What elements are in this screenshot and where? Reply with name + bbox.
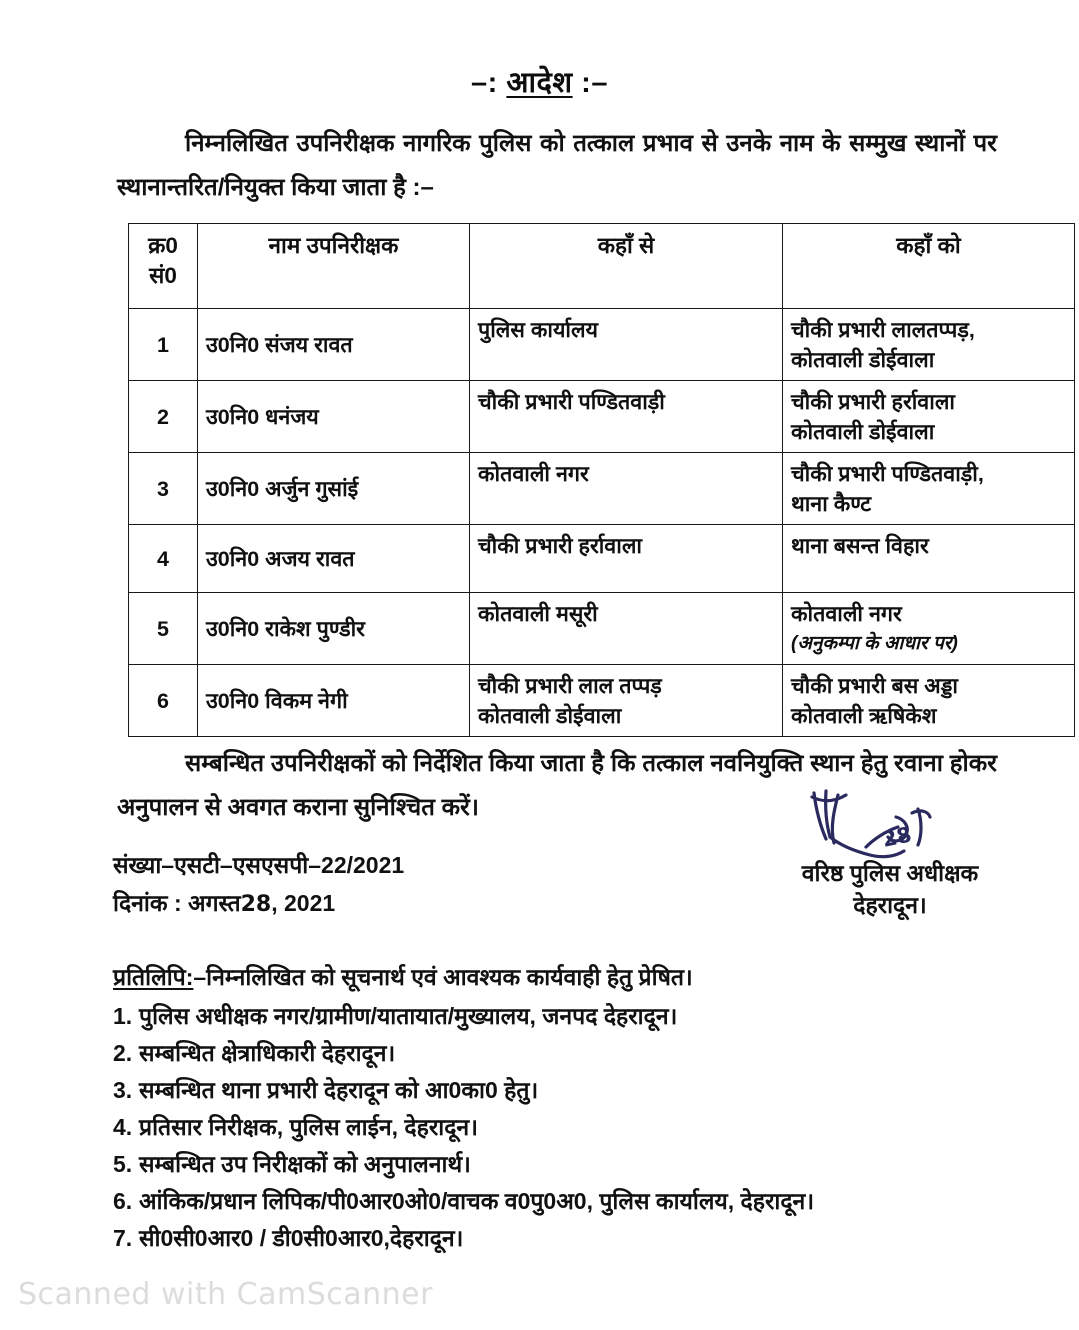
list-item-text: पुलिस अधीक्षक नगर/ग्रामीण/यातायात/मुख्यालय, जनपद देहरादून। <box>139 1003 678 1029</box>
table-row <box>129 593 1075 665</box>
list-item-text: सम्बन्धित थाना प्रभारी देहरादून को आ0का0 हेतु। <box>139 1077 539 1103</box>
list-item <box>113 1146 1013 1183</box>
cell-from-posting: चौकी प्रभारी हर्रावाला <box>470 525 783 593</box>
table-row <box>129 309 1075 381</box>
transfer-table-wrapper <box>128 223 1006 737</box>
list-item <box>113 1220 1013 1257</box>
list-item <box>113 998 1013 1035</box>
signatory-place: देहरादून। <box>853 892 927 918</box>
list-item-text: प्रतिसार निरीक्षक, पुलिस लाईन, देहरादून। <box>139 1114 478 1140</box>
date-rest: , 2021 <box>271 890 336 916</box>
post-table-paragraph: सम्बन्धित उपनिरीक्षकों को निर्देशित किया जाता है कि तत्काल नवनियुक्ति स्थान हेतु रवाना होकर अनुपालन से अवगत कराना सुनिश्चित करें। <box>117 750 997 821</box>
column-header-serial <box>129 224 198 309</box>
intro-paragraph: निम्नलिखित उपनिरीक्षक नागरिक पुलिस को तत्काल प्रभाव से उनके नाम के सम्मुख स्थानों पर स्थानान्तरित/नियुक्त किया जाता है :– <box>117 130 997 201</box>
list-item-number: 3. <box>113 1077 133 1103</box>
copy-to-section <box>113 958 1013 1257</box>
serial-header-line2: सं0 <box>149 263 177 288</box>
table-row <box>129 381 1075 453</box>
signature-date-mark: 28 <box>880 822 914 852</box>
title-word: आदेश <box>506 67 573 99</box>
document-title-row <box>0 62 1079 101</box>
reference-number: संख्या–एसटी–एसएसपी–22/2021 <box>113 852 405 878</box>
cell-serial: 2 <box>129 381 198 453</box>
table-body <box>129 309 1075 737</box>
copy-to-list <box>113 998 1013 1257</box>
copy-to-heading-rest: –निम्नलिखित को सूचनार्थ एवं आवश्यक कार्यवाही हेतु प्रेषित। <box>193 964 693 990</box>
table-row <box>129 525 1075 593</box>
cell-from-posting: कोतवाली मसूरी <box>470 593 783 665</box>
list-item-number: 4. <box>113 1114 133 1140</box>
list-item-number: 6. <box>113 1188 133 1214</box>
reference-date <box>113 884 404 924</box>
list-item-number: 1. <box>113 1003 133 1029</box>
list-item-text: सम्बन्धित क्षेत्राधिकारी देहरादून। <box>139 1040 396 1066</box>
page-title <box>471 62 608 101</box>
title-prefix: –: <box>471 67 507 99</box>
signatory-designation: वरिष्ठ पुलिस अधीक्षक <box>801 860 979 886</box>
cell-to-posting: कोतवाली नगर (अनुकम्पा के आधार पर) <box>783 593 1075 665</box>
copy-to-heading <box>113 958 1013 996</box>
cell-officer-name: उ0नि0 संजय रावत <box>198 309 470 381</box>
list-item-text: सम्बन्धित उप निरीक्षकों को अनुपालनार्थ। <box>139 1151 471 1177</box>
list-item-number: 5. <box>113 1151 133 1177</box>
camscanner-watermark: Scanned with CamScanner <box>18 1277 433 1312</box>
cell-officer-name: उ0नि0 धनंजय <box>198 381 470 453</box>
title-suffix: :– <box>572 67 608 99</box>
cell-officer-name: उ0नि0 अजय रावत <box>198 525 470 593</box>
cell-serial: 6 <box>129 665 198 737</box>
table-row <box>129 665 1075 737</box>
cell-to-posting: चौकी प्रभारी लालतप्पड़, कोतवाली डोईवाला <box>783 309 1075 381</box>
cell-to-posting: थाना बसन्त विहार <box>783 525 1075 593</box>
cell-serial: 3 <box>129 453 198 525</box>
list-item <box>113 1109 1013 1146</box>
cell-serial: 5 <box>129 593 198 665</box>
list-item <box>113 1035 1013 1072</box>
date-label: दिनांक : अगस्त <box>113 890 241 916</box>
cell-officer-name: उ0नि0 अर्जुन गुसांई <box>198 453 470 525</box>
cell-from-posting: पुलिस कार्यालय <box>470 309 783 381</box>
list-item <box>113 1072 1013 1109</box>
table-header <box>129 224 1075 309</box>
list-item-number: 2. <box>113 1040 133 1066</box>
cell-from-posting: चौकी प्रभारी पण्डितवाड़ी <box>470 381 783 453</box>
copy-to-heading-label: प्रतिलिपि: <box>113 964 194 990</box>
signature-mark <box>760 795 1020 857</box>
serial-header-line1: क्र0 <box>148 233 178 258</box>
cell-to-posting: चौकी प्रभारी हर्रावाला कोतवाली डोईवाला <box>783 381 1075 453</box>
cell-serial: 1 <box>129 309 198 381</box>
table-row <box>129 453 1075 525</box>
list-item-text: आंकिक/प्रधान लिपिक/पी0आर0ओ0/वाचक व0पु0अ0, पुलिस कार्यालय, देहरादून। <box>139 1188 815 1214</box>
signature-block <box>760 795 1020 921</box>
cell-to-posting: चौकी प्रभारी बस अड्डा कोतवाली ऋषिकेश <box>783 665 1075 737</box>
column-header-to: कहाँ को <box>783 224 1075 309</box>
cell-note: (अनुकम्पा के आधार पर) <box>791 633 958 654</box>
list-item <box>113 1183 1013 1220</box>
column-header-from: कहाँ से <box>470 224 783 309</box>
cell-serial: 4 <box>129 525 198 593</box>
column-header-name: नाम उपनिरीक्षक <box>198 224 470 309</box>
cell-from-posting: चौकी प्रभारी लाल तप्पड़ कोतवाली डोईवाला <box>470 665 783 737</box>
reference-block <box>113 846 404 924</box>
table-header-row <box>129 224 1075 309</box>
cell-to-posting: चौकी प्रभारी पण्डितवाड़ी, थाना कैण्ट <box>783 453 1075 525</box>
cell-officer-name: उ0नि0 विकम नेगी <box>198 665 470 737</box>
cell-from-posting: कोतवाली नगर <box>470 453 783 525</box>
list-item-text: सी0सी0आर0 / डी0सी0आर0,देहरादून। <box>139 1225 464 1251</box>
list-item-number: 7. <box>113 1225 133 1251</box>
date-day: 28 <box>240 892 272 917</box>
transfer-table <box>128 223 1075 737</box>
cell-officer-name: उ0नि0 राकेश पुण्डीर <box>198 593 470 665</box>
